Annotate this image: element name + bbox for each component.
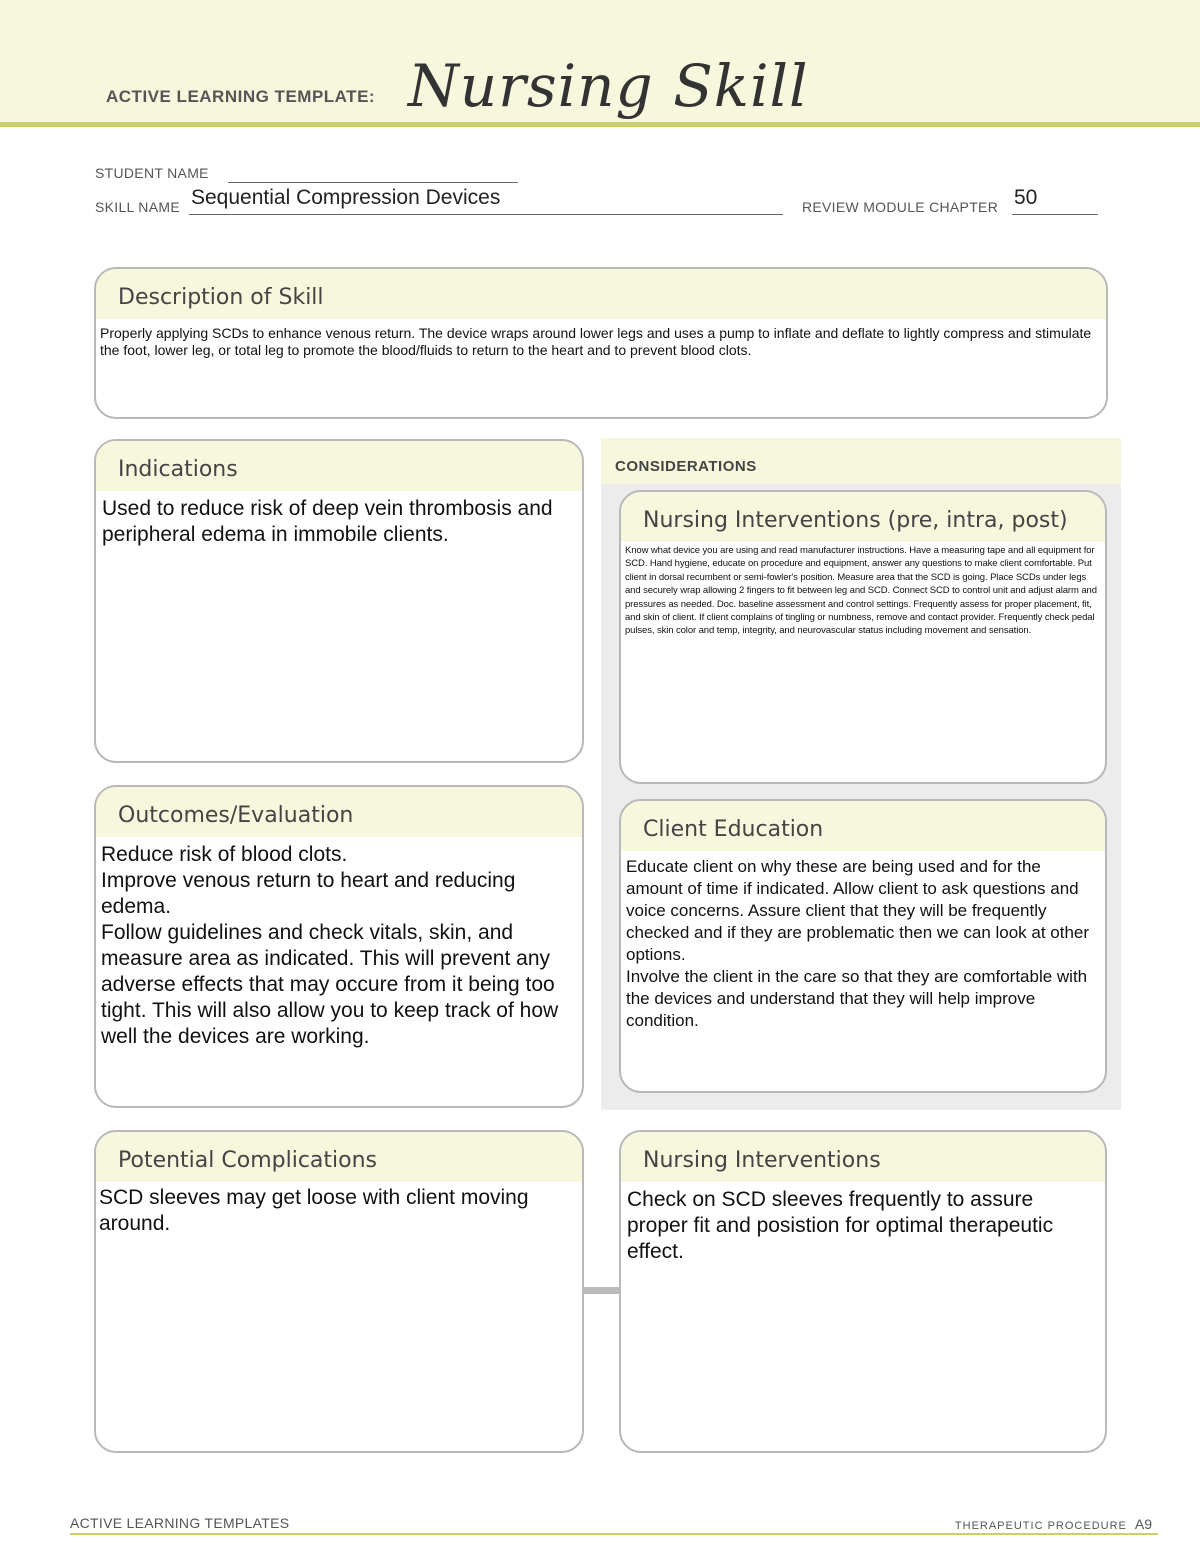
skill-name-label: SKILL NAME	[95, 199, 180, 215]
nursing-interventions-pip-title: Nursing Interventions (pre, intra, post)	[621, 492, 1105, 542]
student-name-field[interactable]	[228, 182, 518, 183]
footer-section: THERAPEUTIC PROCEDURE	[954, 1520, 1127, 1532]
page-number: A9	[1134, 1516, 1152, 1532]
footer-right	[955, 1516, 1152, 1532]
client-education-line: Educate client on why these are being used and for the amount of time if indicated. Allow client to ask questions and voice concerns. Assure client that they will be frequently checked and if they are problematic then we can look at other options.	[626, 857, 1090, 964]
outcomes-text[interactable]	[96, 837, 582, 1055]
indications-text[interactable]: Used to reduce risk of deep vein thrombosis and peripheral edema in immobile clients.	[102, 497, 553, 546]
description-text[interactable]: Properly applying SCDs to enhance venous return. The device wraps around lower legs and uses a pump to inflate and deflate to lightly compress and stimulate the foot, lower leg, or total leg to promote the blood/fluids to return to the heart and to prevent blood clots.	[100, 325, 1092, 358]
outcomes-line: Reduce risk of blood clots.	[101, 843, 348, 866]
complications-text[interactable]: SCD sleeves may get loose with client moving around.	[99, 1186, 529, 1235]
nursing-interventions-text[interactable]: Check on SCD sleeves frequently to assure proper fit and posistion for optimal therapeutic effect.	[627, 1188, 1054, 1263]
chapter-field[interactable]	[1012, 214, 1098, 215]
chapter-value: 50	[1014, 186, 1038, 209]
outcomes-box	[94, 785, 584, 1108]
skill-name-value: Sequential Compression Devices	[191, 186, 501, 209]
header-rule	[0, 122, 1200, 127]
template-label: ACTIVE LEARNING TEMPLATE:	[106, 87, 376, 106]
chapter-label: REVIEW MODULE CHAPTER	[802, 199, 999, 215]
box-connector	[583, 1287, 620, 1294]
footer-left: ACTIVE LEARNING TEMPLATES	[70, 1515, 290, 1531]
nursing-interventions-title: Nursing Interventions	[621, 1132, 1105, 1182]
considerations-label: CONSIDERATIONS	[615, 458, 757, 475]
nursing-interventions-box	[619, 1130, 1107, 1453]
complications-title: Potential Complications	[96, 1132, 582, 1182]
client-education-text[interactable]	[621, 851, 1105, 1037]
description-title: Description of Skill	[96, 269, 1106, 319]
outcomes-title: Outcomes/Evaluation	[96, 787, 582, 837]
nursing-interventions-pip-text[interactable]: Know what device you are using and read manufacturer instructions. Have a measuring tape and all equipment for SCD. Hand hygiene, educate on procedure and equipment, answer any questions to make client comfortable. Put client in dorsal recumbent or semi-fowler's position. Measure area that the SCD is going. Place SCDs under legs and securely wrap allowing 2 fingers to fit between leg and SCD. Connect SCD to control unit and adjust alarm and pressures as needed. Doc. baseline assessment and control settings. Frequently assess for proper placement, fit, and skin of client. If client complains of tingling or numbness, remove and contact provider. Frequently check pedal pulses, skin color and temp, integrity, and neurovascular status including movement and sensation.	[625, 545, 1097, 637]
indications-box	[94, 439, 584, 763]
footer-rule	[70, 1533, 1158, 1535]
description-box	[94, 267, 1108, 419]
client-education-box	[619, 799, 1107, 1093]
indications-title: Indications	[96, 441, 582, 491]
page-title: Nursing Skill	[408, 52, 809, 120]
nursing-interventions-pip-box	[619, 490, 1107, 784]
student-name-label: STUDENT NAME	[95, 165, 209, 181]
client-education-title: Client Education	[621, 801, 1105, 851]
outcomes-line: Improve venous return to heart and reducing edema.	[101, 869, 516, 918]
outcomes-line: Follow guidelines and check vitals, skin, and measure area as indicated. This will prevent any adverse effects that may occure from it being too tight. This will also allow you to keep track of how well the devices are working.	[101, 921, 559, 1048]
skill-name-field[interactable]	[189, 214, 783, 215]
client-education-line: Involve the client in the care so that they are comfortable with the devices and understand that they will help improve condition.	[626, 967, 1088, 1030]
complications-box	[94, 1130, 584, 1453]
